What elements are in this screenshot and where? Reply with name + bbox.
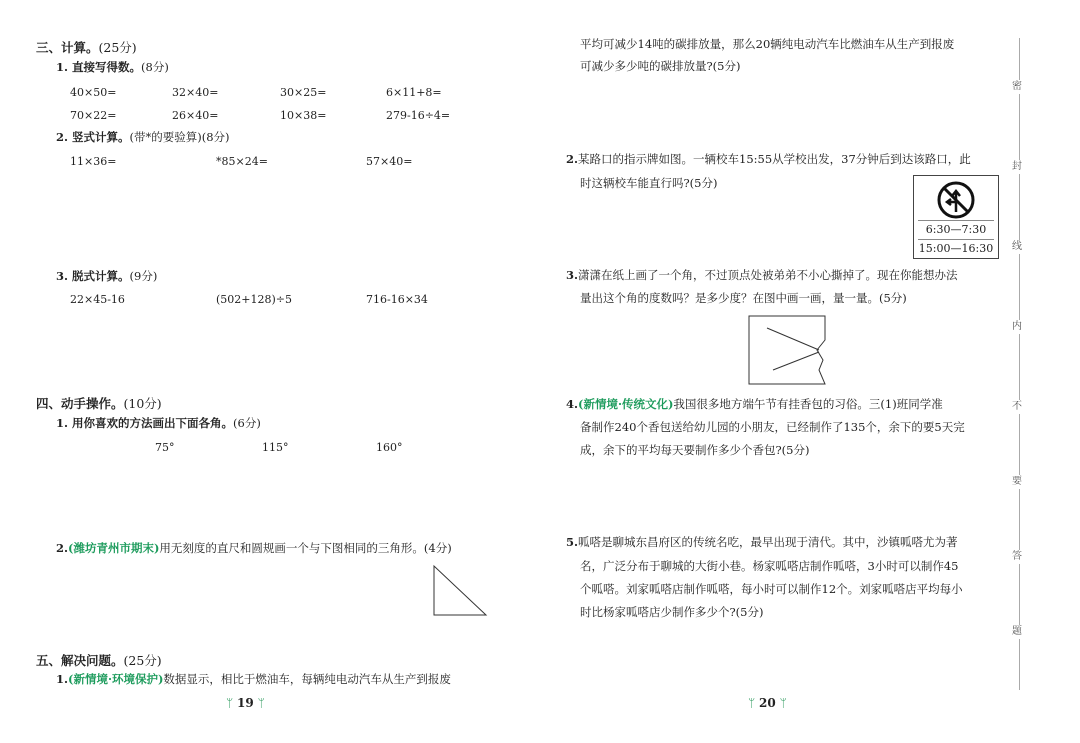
sign-divider — [918, 239, 994, 240]
page-number-right — [748, 696, 787, 710]
q3-3-score: (9分) — [129, 269, 158, 283]
angle-160: 160° — [376, 441, 403, 454]
q4-1-label — [56, 412, 261, 435]
r-q2-line1-text: 某路口的指示牌如图。一辆校车15:55从学校出发，37分钟后到达该路口，此 — [578, 152, 971, 166]
q4-2-tag: (潍坊青州市期末) — [68, 541, 160, 555]
r-q4-line1-text: 我国很多地方端午节有挂香包的习俗。三(1)班同学准 — [673, 397, 943, 411]
r-q4-num: 4. — [566, 397, 579, 411]
section-3-title-text: 三、计算。 — [36, 40, 99, 55]
q5-1-tag: (新情境·环境保护) — [68, 672, 164, 686]
expr-r1c4: 6×11+8= — [386, 86, 442, 99]
expr-r1c3: 30×25= — [280, 86, 327, 99]
expr-r2c2: 26×40= — [172, 109, 219, 122]
section-4-title — [36, 394, 162, 412]
r-q5-line1-text: 呱嗒是聊城东昌府区的传统名吃，最早出现于清代。其中，沙镇呱嗒尤为著 — [578, 535, 958, 549]
q4-2-text: 用无刻度的直尺和圆规画一个与下图相同的三角形。 — [159, 541, 424, 555]
r-q5-num: 5. — [566, 535, 579, 549]
section-3-title — [36, 38, 137, 56]
sprout-icon: ᛘ — [226, 696, 234, 710]
section-5-score: (25分) — [123, 653, 162, 668]
vertical-calc-3: 57×40= — [366, 155, 413, 168]
r-q5-line2: 名，广泛分布于聊城的大街小巷。杨家呱嗒店制作呱嗒，3小时可以制作45 — [580, 559, 959, 573]
q3-1-label — [56, 56, 169, 79]
seal-char: 线 — [1012, 241, 1022, 252]
q4-1-score: (6分) — [233, 416, 261, 430]
section-4-score: (10分) — [123, 396, 162, 411]
section-3-score: (25分) — [98, 40, 137, 55]
angle-115: 115° — [262, 441, 289, 454]
r-q1-line2: 可减少多少吨的碳排放量?(5分) — [580, 59, 741, 73]
expr-r1c1: 40×50= — [70, 86, 117, 99]
seal-line — [1019, 38, 1020, 690]
q3-3-label-text: 3. 脱式计算。 — [56, 269, 130, 283]
sprout-icon: ᛘ — [779, 696, 787, 710]
vertical-calc-2: *85×24= — [216, 155, 268, 168]
step-calc-2: (502+128)÷5 — [216, 293, 293, 306]
sign-time-1: 6:30—7:30 — [925, 223, 987, 236]
q3-2-label — [56, 126, 230, 149]
step-calc-1: 22×45-16 — [70, 293, 125, 306]
q3-2-label-text: 2. 竖式计算。 — [56, 130, 130, 144]
r-q5-line1 — [566, 531, 958, 554]
step-calc-3: 716-16×34 — [366, 293, 428, 306]
r-q2-line1 — [566, 148, 971, 171]
page-19: 19 — [237, 696, 254, 710]
seal-char: 内 — [1012, 321, 1022, 332]
triangle-figure — [430, 562, 490, 618]
angle-75: 75° — [155, 441, 175, 454]
section-4-title-text: 四、动手操作。 — [36, 396, 124, 411]
q4-2-label — [56, 537, 452, 560]
seal-char: 封 — [1012, 161, 1022, 172]
q5-1-text: 数据显示，相比于燃油车，每辆纯电动汽车从生产到报废 — [163, 672, 451, 686]
seal-char: 题 — [1012, 626, 1022, 637]
q3-1-label-text: 1. 直接写得数。 — [56, 60, 142, 74]
expr-r1c2: 32×40= — [172, 86, 219, 99]
r-q2-line2: 时这辆校车能直行吗?(5分) — [580, 176, 718, 190]
r-q3-line1-text: 潇潇在纸上画了一个角，不过顶点处被弟弟不小心撕掉了。现在你能想办法 — [578, 268, 958, 282]
sign-divider — [918, 220, 994, 221]
q3-3-label — [56, 265, 157, 288]
r-q3-num: 3. — [566, 268, 579, 282]
r-q2-num: 2. — [566, 152, 579, 166]
seal-char: 要 — [1012, 476, 1022, 487]
seal-char: 答 — [1012, 551, 1022, 562]
r-q4-line3: 成，余下的平均每天要制作多少个香包?(5分) — [580, 443, 810, 457]
no-straight-or-left-icon — [936, 180, 976, 220]
section-5-title-text: 五、解决问题。 — [36, 653, 124, 668]
q4-1-label-text: 1. 用你喜欢的方法画出下面各角。 — [56, 416, 234, 430]
q3-2-score: (8分) — [201, 130, 230, 144]
r-q5-line3: 个呱嗒。刘家呱嗒店制作呱嗒，每小时可以制作12个。刘家呱嗒店平均每小 — [580, 582, 963, 596]
vertical-calc-1: 11×36= — [70, 155, 117, 168]
r-q4-line1 — [566, 393, 943, 416]
expr-r2c3: 10×38= — [280, 109, 327, 122]
r-q1-line1: 平均可减少14吨的碳排放量，那么20辆纯电动汽车比燃油车从生产到报废 — [580, 37, 955, 51]
r-q5-line4: 时比杨家呱嗒店少制作多少个?(5分) — [580, 605, 764, 619]
page-number-left — [226, 696, 265, 710]
q5-1-num: 1. — [56, 672, 69, 686]
r-q4-line2: 备制作240个香包送给幼儿园的小朋友，已经制作了135个，余下的要5天完 — [580, 420, 965, 434]
traffic-sign — [913, 175, 999, 259]
expr-r2c1: 70×22= — [70, 109, 117, 122]
page-20: 20 — [759, 696, 776, 710]
section-5-title — [36, 651, 162, 669]
q5-1-label — [56, 668, 451, 691]
seal-char: 密 — [1012, 81, 1022, 92]
expr-r2c4: 279-16÷4= — [386, 109, 451, 122]
torn-angle-figure — [745, 312, 831, 388]
r-q3-line1 — [566, 264, 958, 287]
sprout-icon: ᛘ — [257, 696, 265, 710]
r-q3-line2: 量出这个角的度数吗？是多少度？在图中画一画，量一量。(5分) — [580, 291, 907, 305]
q4-2-score: (4分) — [423, 541, 452, 555]
q3-1-score: (8分) — [141, 60, 169, 74]
sprout-icon: ᛘ — [748, 696, 756, 710]
seal-char: 不 — [1012, 401, 1022, 412]
q4-2-num: 2. — [56, 541, 69, 555]
q3-2-note: (带*的要验算) — [129, 130, 202, 144]
sign-time-2: 15:00—16:30 — [918, 242, 994, 255]
r-q4-tag: (新情境·传统文化) — [578, 397, 674, 411]
